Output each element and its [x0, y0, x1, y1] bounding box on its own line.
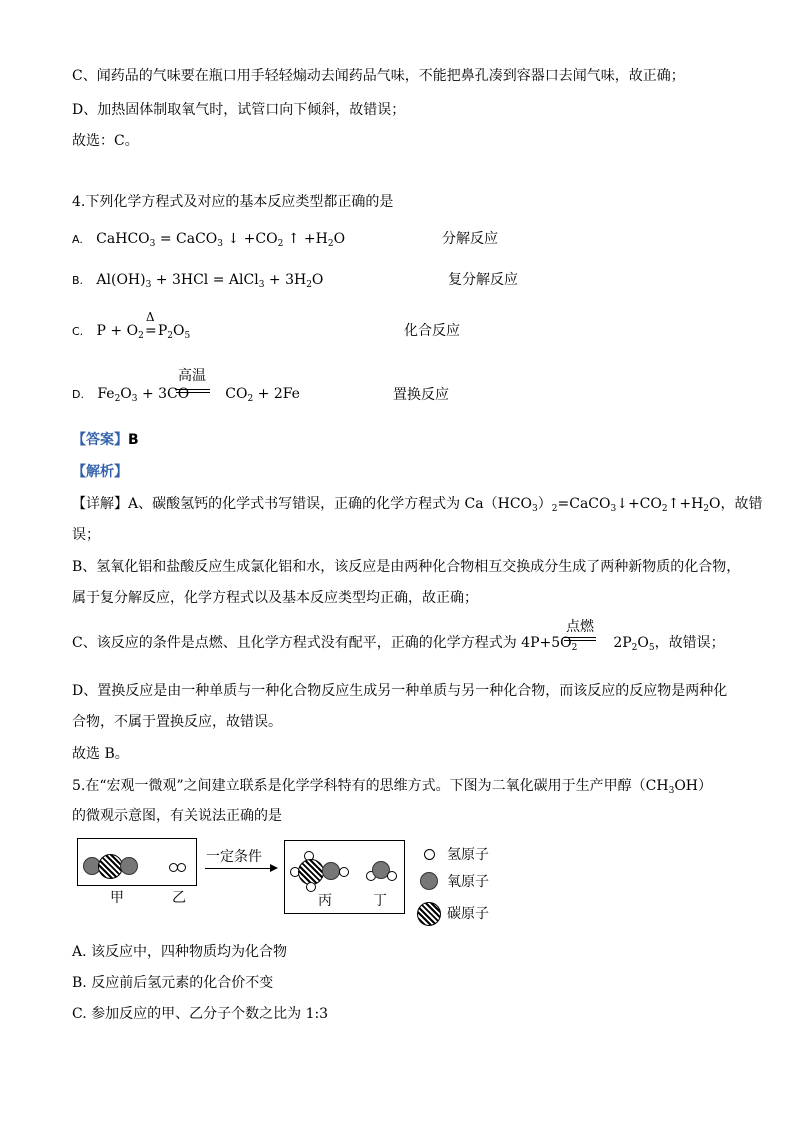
arrow-line — [205, 868, 271, 869]
oxygen-atom — [322, 862, 340, 880]
prev-option-c-explanation: C、闻药品的气味要在瓶口用手轻轻煽动去闻药品气味，不能把鼻孔凑到容器口去闻气味，故正确； — [72, 68, 685, 84]
q4-detail-line-1: 【详解】A、碳酸氢钙的化学式书写错误，正确的化学方程式为 $Ca(HCO_3)_2=CaCO_3↓+CO_2↑+H_2O$，故错 — [72, 496, 763, 514]
hydrogen-atom — [306, 882, 316, 892]
q4-answer: 【答案】B — [72, 432, 139, 448]
label-jia: 甲 — [110, 890, 124, 906]
q4-detail-equals — [564, 637, 596, 641]
q4-option-c-type: 化合反应 — [404, 323, 460, 339]
hydrogen-atom — [387, 871, 397, 881]
label-ding: 丁 — [373, 893, 387, 909]
oxygen-atom — [120, 857, 138, 875]
label-yi: 乙 — [172, 890, 186, 906]
q4-detail-line-2: 误； — [72, 527, 100, 543]
legend-carbon-icon — [417, 902, 441, 926]
q4-option-d: D. $Fe_2O_3 + 3CO$ $CO_2 + 2Fe$ — [72, 386, 300, 404]
q4-option-a-type: 分解反应 — [442, 231, 498, 247]
q4-selection: 故选 B。 — [72, 746, 129, 762]
arrow-condition: 一定条件 — [206, 849, 262, 865]
q4-option-d-condition: 高温 — [178, 368, 206, 384]
q4-detail-line-7: 合物，不属于置换反应，故错误。 — [72, 714, 282, 730]
legend-hydrogen-label: 氢原子 — [447, 847, 489, 863]
q5-option-c: C. 参加反应的甲、乙分子个数之比为 1:3 — [72, 1006, 329, 1022]
hydrogen-atom — [339, 867, 349, 877]
arrow-head-icon — [270, 864, 278, 872]
q5-stem-line-2: 的微观示意图，有关说法正确的是 — [72, 808, 282, 824]
legend-oxygen-label: 氧原子 — [447, 874, 489, 890]
q5-option-b: B. 反应前后氢元素的化合价不变 — [72, 975, 274, 991]
q4-detail-line-3: B、氢氧化铝和盐酸反应生成氯化铝和水，该反应是由两种化合物相互交换成分生成了两种新物质的化合物， — [72, 559, 741, 575]
legend-hydrogen-icon — [424, 849, 435, 860]
legend-carbon-label: 碳原子 — [447, 906, 489, 922]
q5-stem-line-1: 5.在“宏观一微观”之间建立联系是化学学科特有的思维方式。下图为二氧化碳用于生产甲醇$(CH_3OH)$ — [72, 778, 713, 796]
q4-detail-line-5: C、该反应的条件是点燃、且化学方程式没有配平，正确的化学方程式为 $4P+5O_2$ $2P_2O_5$，故错误； — [72, 635, 725, 653]
q4-option-b-type: 复分解反应 — [448, 272, 518, 288]
q4-option-d-type: 置换反应 — [393, 387, 449, 403]
q5-option-a: A. 该反应中，四种物质均为化合物 — [72, 944, 288, 960]
q4-detail-condition: 点燃 — [566, 619, 594, 635]
q4-option-c: C. $P + O_2$ Δ $=P_2O_5$ — [72, 310, 191, 341]
label-bing: 丙 — [318, 893, 332, 909]
q4-detail-line-4: 属于复分解反应，化学方程式以及基本反应类型均正确，故正确； — [72, 590, 478, 606]
q4-option-d-equals — [176, 389, 210, 393]
q4-option-b: B. $Al(OH)_3 + 3HCl$ = AlCl$_3$ + $3H_2O$ — [72, 272, 324, 290]
q4-stem: 4.下列化学方程式及对应的基本反应类型都正确的是 — [72, 194, 394, 210]
prev-option-d-explanation: D、加热固体制取氧气时，试管口向下倾斜，故错误； — [72, 102, 406, 118]
prev-selection: 故选：C。 — [72, 133, 139, 149]
q4-analysis-tag: 【解析】 — [72, 464, 128, 480]
hydrogen-atom — [177, 863, 186, 872]
legend-oxygen-icon — [420, 872, 438, 890]
q4-option-a: A. CaHCO$_3$ = CaCO$_3$ ↓ $+CO_2$ ↑ $+H_2O$ — [72, 231, 346, 249]
q4-detail-line-6: D、置换反应是由一种单质与一种化合物反应生成另一种单质与另一种化合物，而该反应的反应物是两种化 — [72, 683, 728, 699]
